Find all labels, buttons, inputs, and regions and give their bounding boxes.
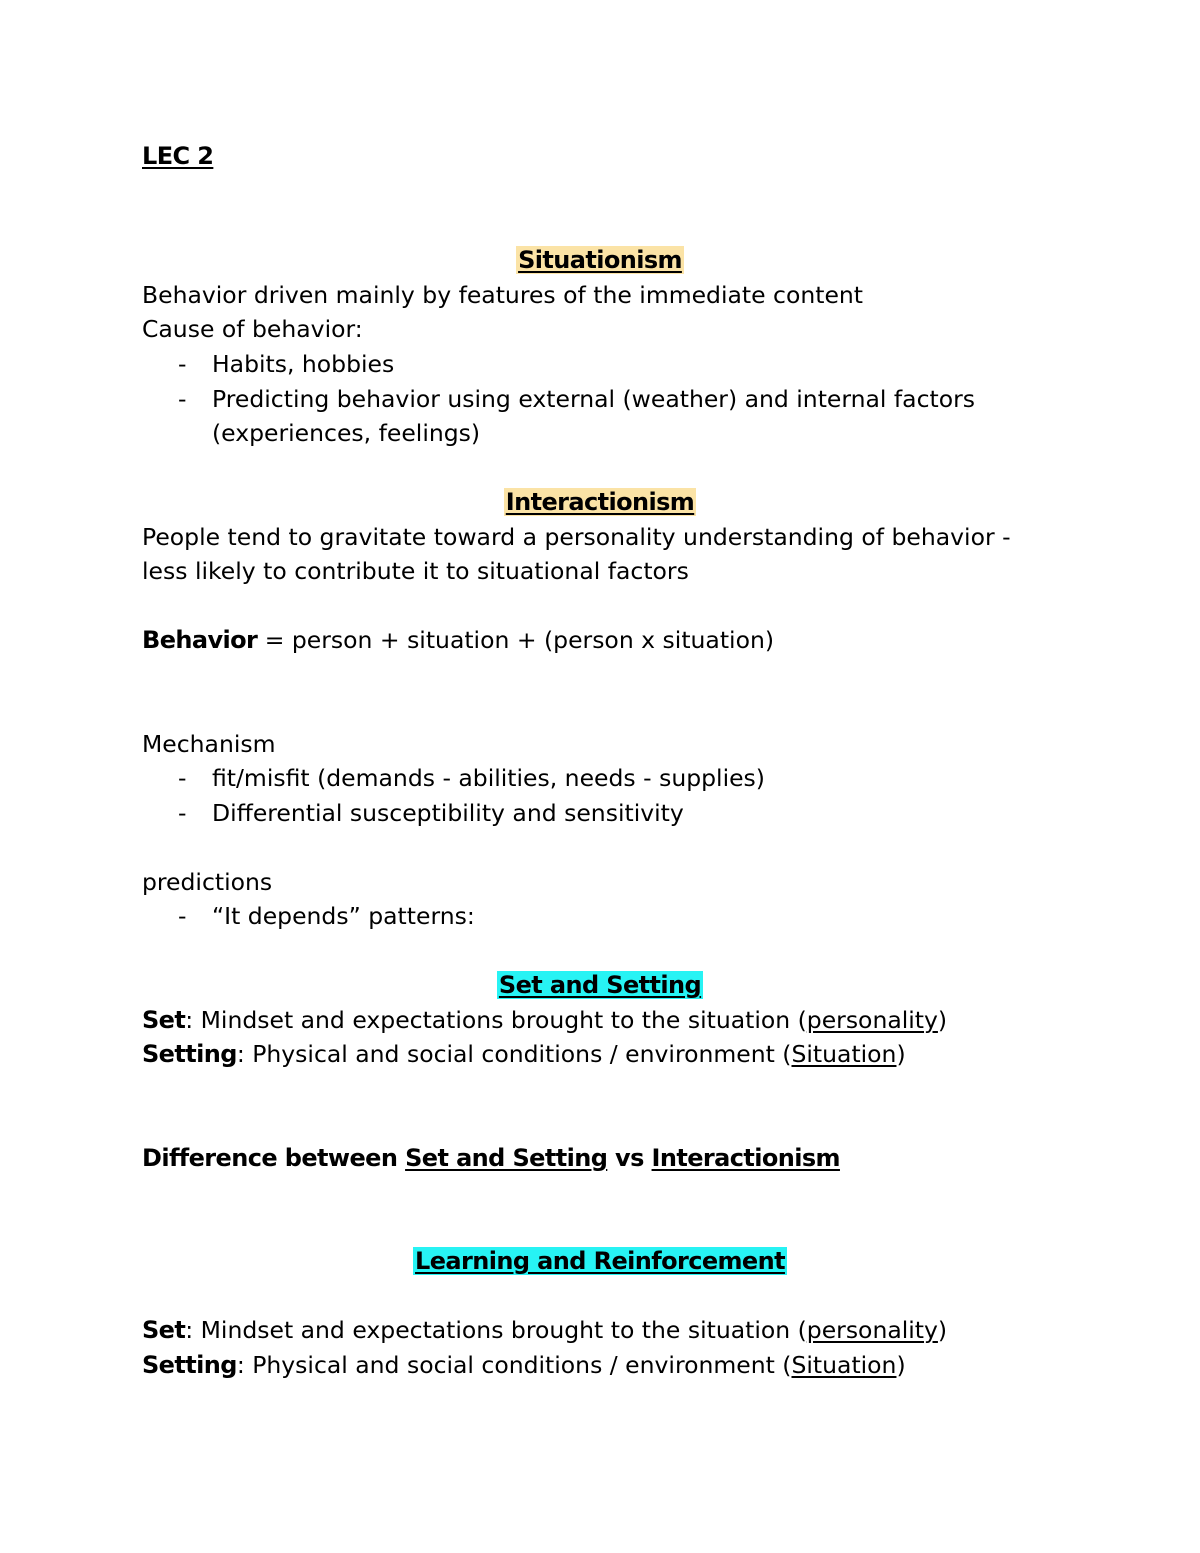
bullet-item: Predicting behavior using external (weather) and internal factors [212,385,976,413]
interactionism-heading-text: Interactionism [505,488,695,516]
bullet-item: Differential susceptibility and sensitivity [212,799,684,827]
interactionism-definition-line1: People tend to gravitate toward a personality understanding of behavior - [142,523,1011,551]
set-text: : Mindset and expectations brought to the situation ( [185,1316,807,1344]
situationism-definition: Behavior driven mainly by features of the immediate content [142,281,864,309]
interactionism-definition-line2: less likely to contribute it to situational factors [142,557,689,585]
learning-heading [0,1245,1200,1277]
bullet-marker: - [178,385,187,413]
learning-heading-text: Learning and Reinforcement [415,1247,785,1275]
learning-setting-definition [142,1349,906,1381]
setting-situation-term: Situation [791,1351,897,1379]
interactionism-heading [0,486,1200,518]
set-close: ) [937,1006,948,1034]
formula-text: = person + situation + (person x situation) [257,626,775,654]
set-text: : Mindset and expectations brought to the situation ( [185,1006,807,1034]
difference-heading [142,1142,840,1174]
behavior-formula [142,624,774,656]
difference-prefix: Difference between [142,1144,406,1172]
set-term: Set [142,1316,186,1344]
set-personality-term: personality [806,1006,938,1034]
setting-term: Setting [142,1040,237,1068]
setting-definition [142,1038,906,1070]
learning-set-definition [142,1314,947,1346]
setting-close: ) [896,1040,906,1068]
bullet-item: “It depends” patterns: [212,902,475,930]
setting-term: Setting [142,1351,237,1379]
situationism-heading [0,244,1200,276]
setting-text: : Physical and social conditions / environment ( [236,1040,792,1068]
set-definition [142,1004,947,1036]
bullet-item-continuation: (experiences, feelings) [212,419,481,447]
bullet-marker: - [178,799,187,827]
bullet-marker: - [178,350,187,378]
bullet-item: Habits, hobbies [212,350,395,378]
set-term: Set [142,1006,186,1034]
cause-of-behavior-label: Cause of behavior: [142,315,363,343]
setting-text: : Physical and social conditions / environment ( [236,1351,792,1379]
set-personality-term: personality [806,1316,938,1344]
difference-term-set-and-setting: Set and Setting [405,1144,608,1172]
predictions-label: predictions [142,868,273,896]
setting-close: ) [896,1351,906,1379]
formula-term: Behavior [142,626,258,654]
bullet-item: fit/misfit (demands - abilities, needs - supplies) [212,764,765,792]
lecture-title [142,140,213,172]
lecture-title-text: LEC 2 [142,142,214,170]
difference-middle: vs [607,1144,652,1172]
bullet-marker: - [178,764,187,792]
situationism-heading-text: Situationism [518,246,682,274]
bullet-marker: - [178,902,187,930]
mechanism-label: Mechanism [142,730,276,758]
set-close: ) [937,1316,948,1344]
set-and-setting-heading [0,969,1200,1001]
setting-situation-term: Situation [791,1040,897,1068]
difference-term-interactionism: Interactionism [651,1144,840,1172]
set-and-setting-heading-text: Set and Setting [498,971,702,999]
